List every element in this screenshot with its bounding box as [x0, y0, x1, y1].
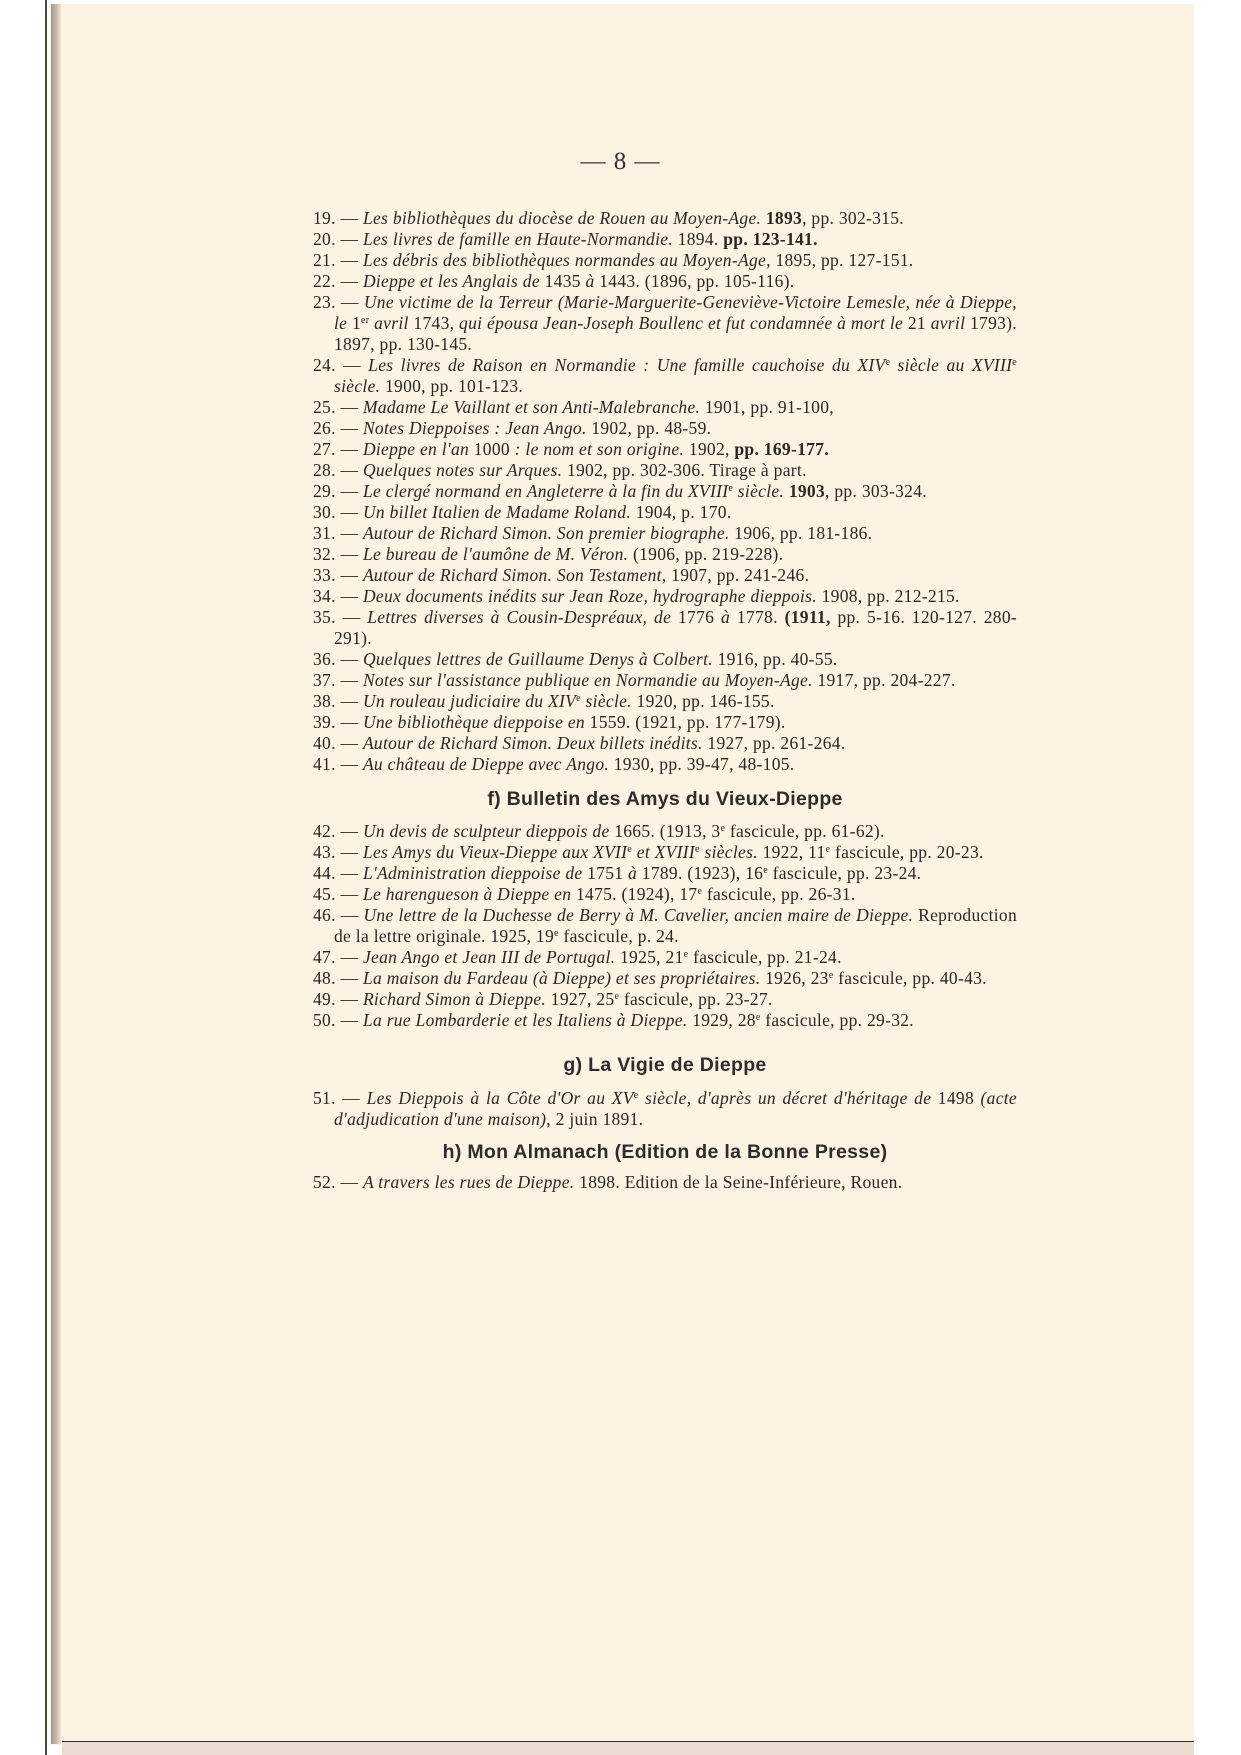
entry-text: 21: [903, 313, 931, 333]
bibliography-entry: [313, 842, 1017, 863]
entry-title: Les Amys du Vieux-Dieppe aux XVII: [362, 842, 628, 862]
entry-title: Madame Le Vaillant et son Anti-Malebranche.: [362, 397, 701, 417]
entry-text: 1902, pp. 302-306. Tirage à part.: [562, 460, 807, 480]
bibliography-entry: [313, 271, 1017, 292]
entry-text: 1898. Edition de la Seine-Inférieure, Rouen.: [574, 1172, 903, 1192]
entry-text: fascicule, pp. 61-62).: [725, 821, 885, 841]
entry-number: 40.: [313, 733, 336, 753]
entry-dash: —: [335, 418, 363, 438]
entry-title: Les Dieppois à la Côte d'Or au XV: [366, 1088, 634, 1108]
entry-number: 26.: [313, 418, 336, 438]
entry-dash: —: [335, 712, 363, 732]
section-heading: h) Mon Almanach (Edition de la Bonne Presse): [442, 1141, 888, 1163]
entry-text: 1908, pp. 212-215.: [816, 586, 960, 606]
bibliography-entry: [313, 502, 1017, 523]
entry-number: 19.: [313, 208, 336, 228]
bibliography-entry: [313, 1088, 1017, 1130]
bibliography-entry: [313, 607, 1017, 649]
entry-number: 45.: [313, 884, 336, 904]
ordinal-superscript: e: [576, 693, 581, 704]
entry-dash: —: [335, 905, 364, 925]
entry-number: 42.: [313, 821, 336, 841]
entry-text: 1917, pp. 204-227.: [812, 670, 956, 690]
entry-title: siècle, d'après un décret d'héritage de: [638, 1088, 932, 1108]
bibliography-entry: [313, 947, 1017, 968]
entry-text: 1925, 21: [615, 947, 684, 967]
entry-title: La maison du Fardeau (à Dieppe) et ses propriétaires.: [362, 968, 761, 988]
entry-text: 1927, pp. 261-264.: [702, 733, 846, 753]
entry-number: 49.: [313, 989, 336, 1009]
entry-dash: —: [335, 607, 368, 627]
entry-number: 24.: [313, 355, 336, 375]
entry-text: 1789. (1923), 16: [637, 863, 764, 883]
entry-number: 46.: [313, 905, 336, 925]
entry-text: 1751: [582, 863, 629, 883]
entry-text: 1926, 23: [760, 968, 829, 988]
entry-title: Lettres diverses à Cousin-Despréaux, de: [367, 607, 672, 627]
entry-number: 47.: [313, 947, 336, 967]
entry-title: Les débris des bibliothèques normandes au Moyen-Age,: [362, 250, 771, 270]
entry-number: 39.: [313, 712, 336, 732]
entry-text: 1927, 25: [546, 989, 615, 1009]
entry-text: 1929, 28: [687, 1010, 756, 1030]
entry-text: 1894.: [673, 229, 724, 249]
entry-number: 31.: [313, 523, 336, 543]
ordinal-superscript: e: [728, 483, 734, 494]
entry-number: 33.: [313, 565, 336, 585]
entry-title: Notes sur l'assistance publique en Normandie au Moyen-Age.: [362, 670, 813, 690]
entry-number: 48.: [313, 968, 336, 988]
entry-number: 50.: [313, 1010, 336, 1030]
bibliography-entry: [313, 439, 1017, 460]
ordinal-superscript: e: [828, 970, 834, 981]
ordinal-superscript: e: [697, 886, 703, 897]
bibliography-entry: [313, 670, 1017, 691]
entry-title: Une victime de la Terreur (Marie-Marguerite-Geneviève-Victoire Lemesle, née à Dieppe, le: [334, 292, 1017, 333]
entry-text: fascicule, pp. 21-24.: [688, 947, 842, 967]
entry-title: (acte d'adjudication d'une maison): [334, 1088, 1017, 1129]
entry-number: 38.: [313, 691, 336, 711]
entry-number: 37.: [313, 670, 336, 690]
ordinal-superscript: e: [695, 844, 700, 855]
entry-number: 30.: [313, 502, 336, 522]
entry-dash: —: [335, 670, 363, 690]
entry-number: 34.: [313, 586, 336, 606]
entry-title: Une lettre de la Duchesse de Berry à M. Cavelier, ancien maire de Dieppe.: [363, 905, 914, 925]
entry-title: Un rouleau judiciaire du XIV: [362, 691, 577, 711]
entry-text: pp. 169-177.: [734, 439, 829, 459]
bibliography-entry: [313, 418, 1017, 439]
entry-text: 1903: [788, 481, 826, 501]
entry-text: 1930, pp. 39-47, 48-105.: [609, 754, 795, 774]
entry-title: Un billet Italien de Madame Roland.: [362, 502, 632, 522]
entry-number: 35.: [313, 607, 336, 627]
entry-dash: —: [335, 523, 363, 543]
entry-title: siècle.: [580, 691, 632, 711]
entry-text: 1907, pp. 241-246.: [666, 565, 810, 585]
entry-text: 1920, pp. 146-155.: [631, 691, 775, 711]
entry-text: pp. 123-141.: [723, 229, 818, 249]
bibliography-entry: [313, 292, 1017, 355]
entry-title: Jean Ango et Jean III de Portugal.: [362, 947, 616, 967]
page-gutter-shadow: [51, 4, 61, 1744]
ordinal-superscript: e: [885, 357, 891, 368]
entry-text: 1902, pp. 48-59.: [586, 418, 712, 438]
page-number: — 8 —: [580, 148, 661, 175]
entry-text: (1906, pp. 219-228).: [628, 544, 784, 564]
entry-number: 22.: [313, 271, 336, 291]
entry-text: fascicule, pp. 26-31.: [702, 884, 856, 904]
entry-text: 1900, pp. 101-123.: [380, 376, 524, 396]
entry-title: Au château de Dieppe avec Ango.: [362, 754, 610, 774]
bibliography-entry: [313, 586, 1017, 607]
entry-title: à: [628, 863, 638, 883]
entry-text: , pp. 303-324.: [825, 481, 927, 501]
entry-title: Les livres de famille en Haute-Normandie.: [362, 229, 674, 249]
entry-text: 1922, 11: [757, 842, 826, 862]
entry-title: à: [721, 607, 731, 627]
entry-title: : le nom et son origine.: [514, 439, 685, 459]
entry-dash: —: [335, 989, 363, 1009]
entry-number: 27.: [313, 439, 336, 459]
entry-dash: —: [335, 586, 363, 606]
entry-text: 1000: [469, 439, 515, 459]
entry-text: 1916, pp. 40-55.: [712, 649, 838, 669]
bibliography-entry: [313, 1172, 1017, 1193]
entry-dash: —: [335, 821, 363, 841]
entry-dash: —: [335, 733, 363, 753]
entry-dash: —: [335, 271, 363, 291]
entry-text: 1435: [539, 271, 586, 291]
bibliography-entry: [313, 884, 1017, 905]
bibliography-entry: [313, 355, 1017, 397]
entry-dash: —: [335, 884, 363, 904]
ordinal-superscript: e: [825, 844, 831, 855]
entry-dash: —: [335, 842, 363, 862]
entry-title: siècle.: [733, 481, 785, 501]
entry-dash: —: [335, 968, 363, 988]
bibliography-entry: [313, 649, 1017, 670]
ordinal-superscript: e: [633, 1090, 639, 1101]
ordinal-superscript: e: [614, 991, 620, 1002]
entry-title: L'Administration dieppoise de: [362, 863, 583, 883]
entry-dash: —: [335, 208, 363, 228]
bibliography-entry: [313, 397, 1017, 418]
entry-title: siècles.: [699, 842, 758, 862]
entry-text: 1893: [765, 208, 803, 228]
entry-title: siècle au XVIII: [890, 355, 1013, 375]
entry-number: 43.: [313, 842, 336, 862]
entry-title: Une bibliothèque dieppoise en: [362, 712, 585, 732]
entry-title: siècle.: [334, 376, 381, 396]
entry-dash: —: [335, 947, 363, 967]
entry-text: fascicule, pp. 20-23.: [830, 842, 984, 862]
bibliography-entry: [313, 565, 1017, 586]
entry-title: qui épousa Jean-Joseph Boullenc et fut condamnée à mort le: [459, 313, 904, 333]
entry-number: 25.: [313, 397, 336, 417]
entry-title: Les livres de Raison en Normandie : Une famille cauchoise du XIV: [368, 355, 886, 375]
entry-text: 1776: [671, 607, 722, 627]
entry-text: fascicule, pp. 29-32.: [760, 1010, 914, 1030]
entry-title: à: [585, 271, 595, 291]
entry-title: Quelques lettres de Guillaume Denys à Colbert.: [362, 649, 713, 669]
bibliography-list: [313, 208, 1017, 1193]
ordinal-superscript: e: [763, 865, 768, 876]
entry-text: 1443. (1896, pp. 105-116).: [594, 271, 795, 291]
ordinal-superscript: e: [554, 928, 559, 939]
entry-title: avril: [374, 313, 409, 333]
entry-dash: —: [335, 250, 363, 270]
entry-dash: —: [335, 355, 369, 375]
entry-number: 32.: [313, 544, 336, 564]
entry-text: pp. 5-16. 120-127. 280-291).: [334, 607, 1018, 648]
entry-number: 20.: [313, 229, 336, 249]
entry-text: 1778.: [730, 607, 785, 627]
section-heading: f) Bulletin des Amys du Vieux-Dieppe: [487, 788, 843, 810]
bibliography-entry: [313, 733, 1017, 754]
entry-text: 1498: [931, 1088, 981, 1108]
entry-text: 1906, pp. 181-186.: [729, 523, 873, 543]
entry-dash: —: [335, 1010, 363, 1030]
entry-number: 21.: [313, 250, 336, 270]
ordinal-superscript: e: [1012, 357, 1017, 368]
bibliography-entry: [313, 544, 1017, 565]
entry-text: 1895, pp. 127-151.: [770, 250, 914, 270]
entry-title: Richard Simon à Dieppe.: [362, 989, 547, 1009]
entry-dash: —: [335, 1172, 363, 1192]
entry-number: 52.: [313, 1172, 336, 1192]
ordinal-superscript: e: [755, 1012, 761, 1023]
ordinal-superscript: e: [720, 823, 726, 834]
entry-text: fascicule, pp. 40-43.: [833, 968, 987, 988]
entry-number: 44.: [313, 863, 336, 883]
entry-text: 1665. (1913, 3: [609, 821, 721, 841]
entry-title: et XVIII: [632, 842, 696, 862]
entry-title: La rue Lombarderie et les Italiens à Dieppe.: [362, 1010, 688, 1030]
entry-text: , pp. 302-315.: [802, 208, 904, 228]
entry-dash: —: [335, 691, 363, 711]
entry-title: Dieppe et les Anglais de: [362, 271, 540, 291]
entry-number: 51.: [313, 1088, 336, 1108]
section-heading: g) La Vigie de Dieppe: [563, 1054, 767, 1076]
entry-dash: —: [335, 544, 363, 564]
entry-text: fascicule, p. 24.: [558, 926, 679, 946]
entry-text: fascicule, pp. 23-24.: [767, 863, 922, 883]
entry-number: 23.: [313, 292, 336, 312]
entry-title: Deux documents inédits sur Jean Roze, hydrographe dieppois.: [362, 586, 817, 606]
bibliography-entry: [313, 1010, 1017, 1031]
entry-title: Autour de Richard Simon. Son premier biographe.: [362, 523, 730, 543]
entry-title: Quelques notes sur Arques.: [362, 460, 563, 480]
entry-dash: —: [335, 754, 363, 774]
entry-dash: —: [335, 397, 363, 417]
bibliography-entry: [313, 712, 1017, 733]
page-bottom-strip: [62, 1742, 1194, 1755]
bibliography-entry: [313, 863, 1017, 884]
entry-text: Reproduction de la lettre originale. 1925, 19: [334, 905, 1017, 946]
bibliography-entry: [313, 821, 1017, 842]
entry-number: 28.: [313, 460, 336, 480]
bibliography-entry: [313, 460, 1017, 481]
entry-title: Autour de Richard Simon. Son Testament,: [362, 565, 667, 585]
ordinal-superscript: er: [361, 315, 370, 326]
bibliography-entry: [313, 481, 1017, 502]
entry-number: 41.: [313, 754, 336, 774]
entry-dash: —: [335, 481, 363, 501]
ordinal-superscript: e: [683, 949, 689, 960]
entry-text: 1559. (1921, pp. 177-179).: [585, 712, 786, 732]
entry-title: Notes Dieppoises : Jean Ango.: [362, 418, 587, 438]
entry-text: 1901, pp. 91-100,: [700, 397, 834, 417]
entry-text: 1: [347, 313, 362, 333]
entry-text: 1793). 1897, pp. 130-145.: [334, 313, 1017, 354]
entry-title: Dieppe en l'an: [362, 439, 470, 459]
bibliography-entry: [313, 523, 1017, 544]
entry-text: fascicule, pp. 23-27.: [619, 989, 773, 1009]
entry-text: 1902,: [684, 439, 735, 459]
entry-dash: —: [335, 502, 363, 522]
entry-dash: —: [335, 229, 363, 249]
bibliography-entry: [313, 691, 1017, 712]
bibliography-entry: [313, 754, 1017, 775]
entry-number: 29.: [313, 481, 336, 501]
entry-dash: —: [335, 649, 363, 669]
entry-title: Le clergé normand en Angleterre à la fin du XVIII: [362, 481, 729, 501]
ordinal-superscript: e: [627, 844, 633, 855]
entry-title: Le harengueson à Dieppe en: [362, 884, 572, 904]
bibliography-entry: [313, 968, 1017, 989]
entry-number: 36.: [313, 649, 336, 669]
entry-text: (1911,: [784, 607, 831, 627]
entry-title: Un devis de sculpteur dieppois de: [362, 821, 610, 841]
entry-title: Le bureau de l'aumône de M. Véron.: [362, 544, 629, 564]
bibliography-entry: [313, 208, 1017, 229]
bibliography-entry: [313, 905, 1017, 947]
entry-title: A travers les rues de Dieppe.: [362, 1172, 575, 1192]
bibliography-entry: [313, 229, 1017, 250]
scan-left-edge: [45, 0, 47, 1755]
entry-title: Les bibliothèques du diocèse de Rouen au Moyen-Age.: [362, 208, 762, 228]
entry-dash: —: [335, 460, 363, 480]
entry-text: 1743,: [408, 313, 460, 333]
entry-title: avril: [930, 313, 966, 333]
entry-text: 1475. (1924), 17: [571, 884, 698, 904]
entry-dash: —: [335, 292, 364, 312]
entry-dash: —: [335, 565, 363, 585]
bibliography-entry: [313, 989, 1017, 1010]
entry-dash: —: [335, 863, 363, 883]
bibliography-entry: [313, 250, 1017, 271]
entry-dash: —: [335, 439, 363, 459]
entry-text: , 2 juin 1891.: [546, 1109, 644, 1129]
entry-text: 1904, p. 170.: [631, 502, 732, 522]
entry-dash: —: [335, 1088, 367, 1108]
entry-title: Autour de Richard Simon. Deux billets inédits.: [362, 733, 703, 753]
